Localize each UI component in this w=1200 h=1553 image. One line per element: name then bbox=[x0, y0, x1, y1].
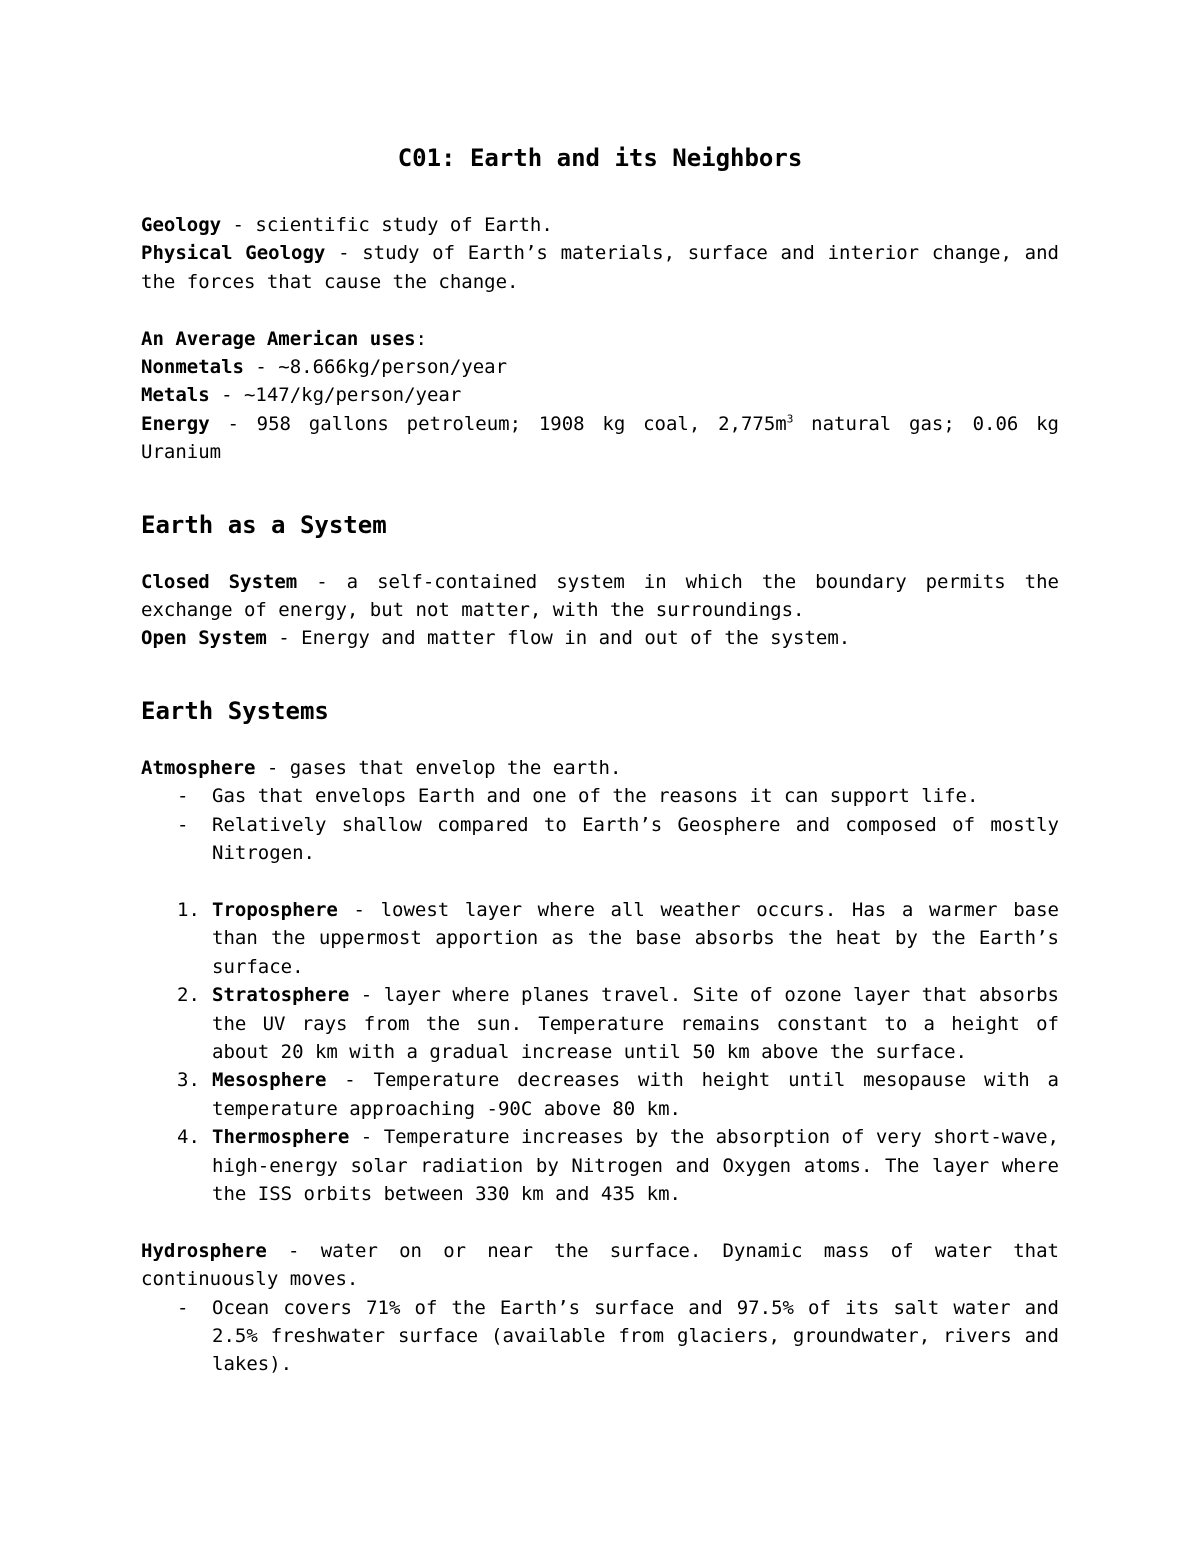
metals-text: - ~147/kg/person/year bbox=[209, 384, 462, 407]
closed-system-text: - a self-contained system in which the boundary permits the exchange of energy, but not matter, with the surroundings. bbox=[141, 570, 1059, 622]
list-number: 2. bbox=[177, 984, 200, 1007]
closed-system-term: Closed System bbox=[141, 570, 298, 593]
physical-geology-definition bbox=[141, 239, 1059, 296]
energy-text-a: - 958 gallons petroleum; 1908 kg coal, 2,775m bbox=[209, 412, 787, 435]
layer-term: Stratosphere bbox=[212, 984, 350, 1007]
list-item bbox=[141, 1066, 1059, 1123]
list-number: 4. bbox=[177, 1126, 200, 1149]
list-item bbox=[141, 896, 1059, 981]
atmosphere-text: - gases that envelop the earth. bbox=[255, 756, 622, 779]
dash-marker: - bbox=[177, 785, 189, 808]
list-item-text: Gas that envelops Earth and one of the reasons it can support life. bbox=[212, 785, 979, 808]
section-heading-earth-systems: Earth Systems bbox=[141, 696, 329, 725]
energy-text-b: natural gas; 0.06 kg Uranium bbox=[141, 412, 1059, 464]
open-system-term: Open System bbox=[141, 627, 267, 650]
nonmetals-line bbox=[141, 353, 1059, 381]
layer-text: - Temperature increases by the absorption of very short-wave, high-energy solar radiation by Nitrogen and Oxygen atoms. The layer where the ISS orbits between 330 km and 435 km. bbox=[212, 1126, 1059, 1205]
atmosphere-term: Atmosphere bbox=[141, 756, 256, 779]
layer-term: Thermosphere bbox=[212, 1126, 350, 1149]
document-title: C01: Earth and its Neighbors bbox=[397, 144, 803, 172]
layer-term: Mesosphere bbox=[212, 1069, 327, 1092]
hydrosphere-definition bbox=[141, 1237, 1059, 1294]
geology-text: - scientific study of Earth. bbox=[221, 214, 553, 236]
atmosphere-bullet-list bbox=[141, 782, 1059, 867]
list-item bbox=[141, 1123, 1059, 1208]
hydrosphere-bullet-list bbox=[141, 1294, 1059, 1379]
section-heading-earth-as-system: Earth as a System bbox=[141, 510, 387, 539]
open-system-text: - Energy and matter flow in and out of the system. bbox=[266, 627, 851, 650]
geology-definition bbox=[141, 211, 1059, 239]
open-system-definition bbox=[141, 624, 1059, 652]
nonmetals-text: - ~8.666kg/person/year bbox=[243, 356, 508, 379]
nonmetals-term: Nonmetals bbox=[141, 356, 244, 379]
layer-term: Troposphere bbox=[212, 898, 338, 921]
list-item bbox=[141, 811, 1059, 868]
closed-system-definition bbox=[141, 568, 1059, 625]
hydrosphere-text: - water on or near the surface. Dynamic mass of water that continuously moves. bbox=[141, 1239, 1059, 1291]
atmosphere-layers-list bbox=[141, 896, 1059, 1208]
energy-term: Energy bbox=[141, 412, 210, 435]
hydrosphere-term: Hydrosphere bbox=[141, 1239, 267, 1262]
document-page bbox=[141, 140, 1059, 1379]
energy-superscript: 3 bbox=[786, 412, 794, 426]
layer-text: - Temperature decreases with height until mesopause with a temperature approaching -90C above 80 km. bbox=[212, 1069, 1059, 1120]
usage-heading-colon: : bbox=[415, 327, 427, 350]
metals-line bbox=[141, 381, 1059, 409]
list-number: 3. bbox=[177, 1069, 200, 1092]
physical-geology-text: - study of Earth’s materials, surface and interior change, and the forces that cause the change. bbox=[141, 242, 1059, 293]
atmosphere-definition bbox=[141, 754, 1059, 782]
list-item-text: Relatively shallow compared to Earth’s Geosphere and composed of mostly Nitrogen. bbox=[212, 813, 1059, 865]
list-item bbox=[141, 1294, 1059, 1379]
list-item bbox=[141, 782, 1059, 810]
geology-term: Geology bbox=[141, 214, 222, 236]
physical-geology-term: Physical Geology bbox=[141, 242, 326, 265]
layer-text: - lowest layer where all weather occurs. Has a warmer base than the uppermost apportion as the base absorbs the heat by the Earth’s surface. bbox=[212, 898, 1059, 978]
layer-text: - layer where planes travel. Site of ozone layer that absorbs the UV rays from the sun. Temperature remains constant to a height of about 20 km with a gradual increase until 50 km above the surface. bbox=[212, 984, 1059, 1063]
dash-marker: - bbox=[177, 813, 189, 836]
list-item bbox=[141, 981, 1059, 1066]
list-number: 1. bbox=[177, 898, 200, 921]
list-item-text: Ocean covers 71% of the Earth’s surface and 97.5% of its salt water and 2.5% freshwater surface (available from glaciers, groundwater, rivers and lakes). bbox=[212, 1296, 1059, 1376]
energy-line bbox=[141, 410, 1059, 467]
dash-marker: - bbox=[177, 1296, 189, 1319]
usage-heading bbox=[141, 325, 1059, 353]
metals-term: Metals bbox=[141, 384, 210, 407]
usage-heading-text: An Average American uses bbox=[141, 327, 416, 350]
